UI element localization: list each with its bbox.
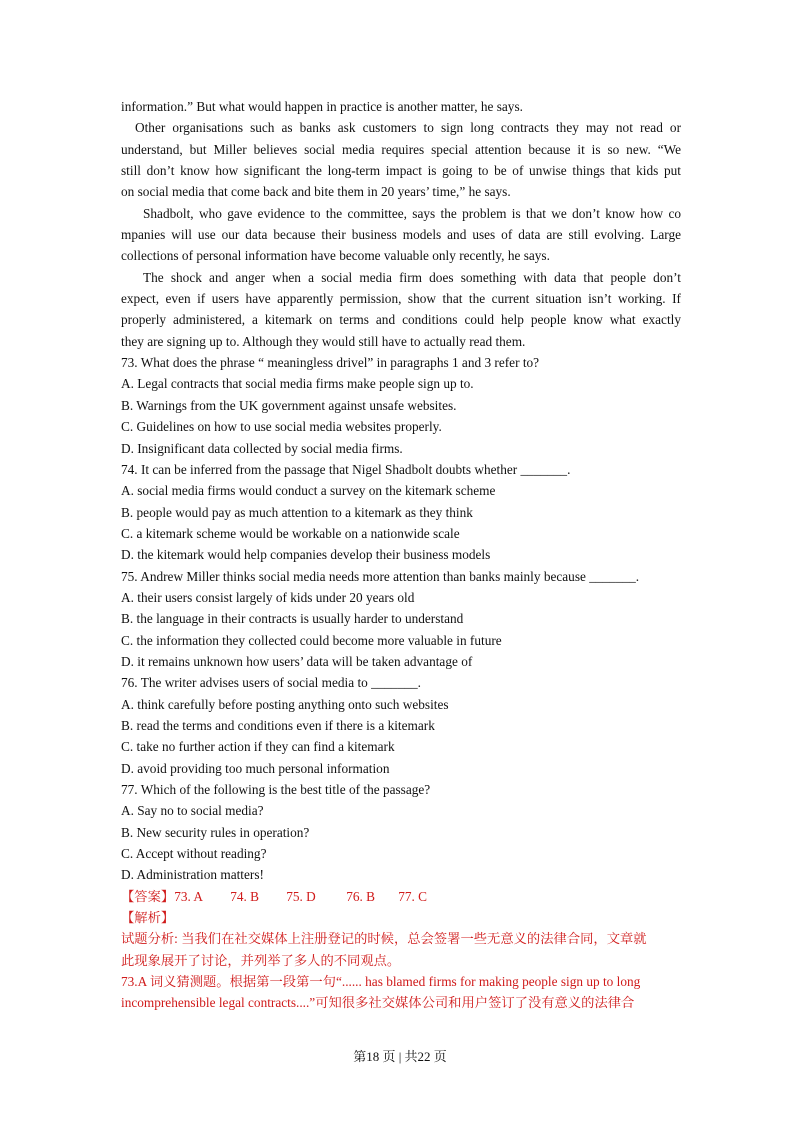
question-stem: 75. Andrew Miller thinks social media needs more attention than banks mainly because _______. — [121, 568, 640, 584]
question-stem: 76. The writer advises users of social media to _______. — [121, 675, 421, 691]
option-d: D. Administration matters! — [121, 867, 264, 883]
passage-line: Other organisations such as banks ask customers to sign long contracts they may not read or — [135, 120, 681, 136]
option-d: D. Insignificant data collected by social media firms. — [121, 440, 403, 456]
question-stem: 73. What does the phrase “ meaningless drivel” in paragraphs 1 and 3 refer to? — [121, 355, 540, 371]
answer-item: 74. B — [230, 888, 260, 904]
page-footer: 第18 页 | 共22 页 — [353, 1049, 447, 1064]
option-a: A. Legal contracts that social media firms make people sign up to. — [121, 376, 474, 392]
answer-item: 76. B — [346, 888, 376, 904]
option-c: C. take no further action if they can find a kitemark — [121, 739, 395, 755]
passage-line: The shock and anger when a social media firm does something with data that people don’t — [143, 269, 681, 285]
question-stem: 77. Which of the following is the best title of the passage? — [121, 782, 431, 797]
analysis-line: 试题分析: 当我们在社交媒体上注册登记的时候，总会签署一些无意义的法律合同，文章就 — [121, 931, 647, 947]
analysis-label: 【解析】 — [121, 910, 175, 926]
option-b: B. Warnings from the UK government against unsafe websites. — [121, 397, 457, 413]
passage-line: expect, even if users have apparently permission, show that the current situation isn’t working. If — [121, 291, 681, 307]
passage-line: on social media that come back and bite them in 20 years’ time,” he says. — [121, 184, 511, 200]
question-74 — [121, 459, 681, 566]
option-c: C. Accept without reading? — [121, 846, 267, 862]
question-77 — [121, 779, 681, 886]
answer-item: 75. D — [286, 888, 316, 904]
option-d: D. the kitemark would help companies develop their business models — [121, 547, 491, 563]
question-stem: 74. It can be inferred from the passage that Nigel Shadbolt doubts whether _______. — [121, 461, 571, 477]
option-c: C. the information they collected could become more valuable in future — [121, 632, 502, 648]
passage-line: understand, but Miller believes social media requires special attention because it is so new. “We — [121, 141, 681, 157]
answer-item: 77. C — [398, 888, 428, 904]
answer-key — [121, 886, 681, 907]
passage-line: collections of personal information have become valuable only recently, he says. — [121, 248, 550, 264]
option-c: C. a kitemark scheme would be workable on a nationwide scale — [121, 525, 460, 541]
option-c: C. Guidelines on how to use social media websites properly. — [121, 419, 442, 435]
analysis-line: 73.A 词义猜测题。根据第一段第一句“...... has blamed firms for making people sign up to long — [121, 974, 641, 990]
option-a: A. their users consist largely of kids under 20 years old — [121, 589, 415, 605]
option-b: B. New security rules in operation? — [121, 824, 310, 840]
option-a: A. social media firms would conduct a survey on the kitemark scheme — [121, 483, 496, 499]
analysis-line: incomprehensible legal contracts....”可知很多社交媒体公司和用户签订了没有意义的法律合 — [121, 995, 635, 1011]
answer-item: 73. A — [174, 888, 204, 904]
passage — [121, 96, 681, 352]
option-b: B. read the terms and conditions even if there is a kitemark — [121, 717, 435, 733]
passage-line: still don’t know how significant the long-term impact is going to be of unwise things that kids put — [121, 163, 681, 179]
option-a: A. think carefully before posting anything onto such websites — [121, 696, 449, 712]
passage-line: Shadbolt, who gave evidence to the committee, says the problem is that we don’t know how co — [143, 205, 681, 221]
option-d: D. avoid providing too much personal information — [121, 760, 390, 776]
question-75 — [121, 566, 681, 673]
option-d: D. it remains unknown how users’ data will be taken advantage of — [121, 653, 473, 669]
question-76 — [121, 672, 681, 779]
document-page — [121, 96, 681, 1014]
analysis-line: 此现象展开了讨论，并列举了多人的不同观点。 — [121, 952, 401, 968]
option-b: B. people would pay as much attention to a kitemark as they think — [121, 504, 473, 520]
option-a: A. Say no to social media? — [121, 803, 264, 819]
option-b: B. the language in their contracts is usually harder to understand — [121, 611, 464, 627]
passage-line: mpanies will use our data because their business models and uses of data are still evolving. Large — [121, 227, 681, 243]
answer-label: 【答案】 — [121, 888, 175, 904]
question-73 — [121, 352, 681, 459]
passage-line: properly administered, a kitemark on terms and conditions could help people know what exactly — [121, 312, 681, 328]
passage-line: they are signing up to. Although they would still have to actually read them. — [121, 333, 526, 349]
passage-line: information.” But what would happen in practice is another matter, he says. — [121, 99, 523, 114]
